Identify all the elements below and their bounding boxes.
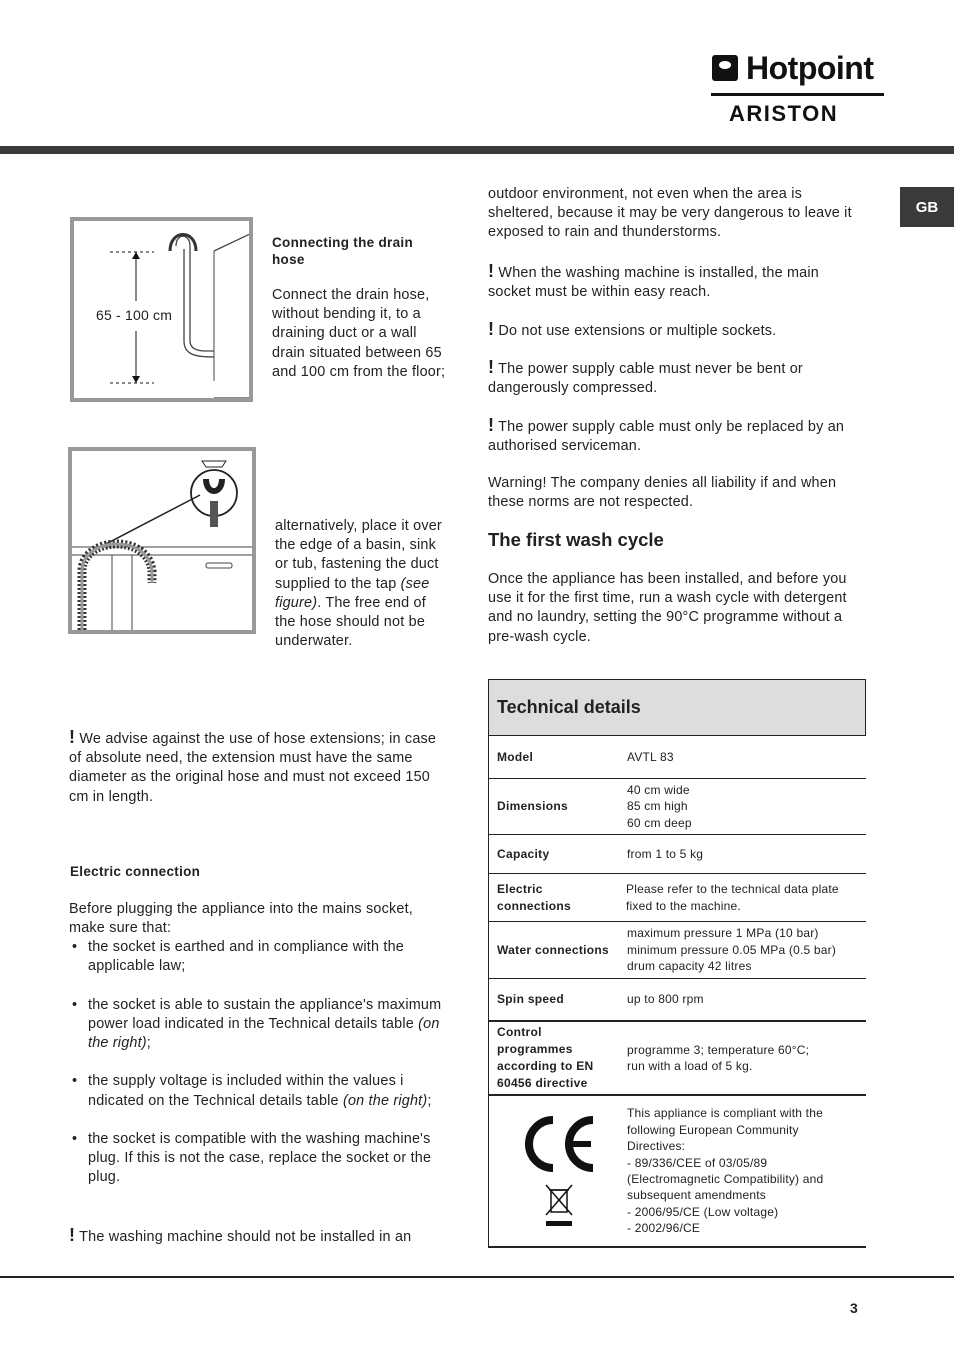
table-row bbox=[489, 921, 866, 978]
ce-mark-icon bbox=[521, 1114, 597, 1174]
first-wash-text: Once the appliance has been installed, and before you use it for the first time, run a wash cycle with detergent and no laundry, setting the 90°C programme without a pre-wash cycle. bbox=[488, 571, 847, 645]
value-line: drum capacity 42 litres bbox=[627, 959, 752, 974]
value-line: (Electromagnetic Compatibility) and bbox=[627, 1172, 824, 1186]
value-line: from 1 to 5 kg bbox=[627, 846, 704, 861]
table-row bbox=[489, 778, 866, 834]
brand-logo-mark bbox=[712, 55, 738, 81]
bullet-text: the socket is compatible with the washing machine's plug. If this is not the case, replace the socket or the plug. bbox=[88, 1130, 432, 1186]
outdoor-warning-text: The washing machine should not be installed in an bbox=[79, 1229, 412, 1245]
value-line: subsequent amendments bbox=[627, 1188, 766, 1203]
electric-intro: Before plugging the appliance into the mains socket, make sure that: bbox=[69, 901, 413, 937]
row-value bbox=[620, 979, 866, 1020]
bullet-text: the supply voltage is included within the values i ndicated on the Technical details table bbox=[88, 1073, 404, 1109]
drain-heading: Connecting the drain hose bbox=[272, 235, 413, 267]
value-line: up to 800 rpm bbox=[627, 992, 704, 1007]
table-row bbox=[489, 873, 866, 921]
drain-text: Connect the drain hose, without bending it, to a draining duct or a wall drain situated between 65 and 100 cm from the floor; bbox=[272, 287, 446, 380]
row-key: Capacity bbox=[497, 846, 550, 861]
row-key: Water connections bbox=[497, 942, 610, 957]
warning-text: When the washing machine is installed, the main socket must be within easy reach. bbox=[488, 265, 819, 301]
list-item bbox=[70, 1072, 448, 1110]
header-bar bbox=[0, 146, 954, 154]
bullet-ref: (on the right) bbox=[342, 1092, 428, 1109]
weee-bin-icon bbox=[544, 1184, 574, 1228]
warning-mark: ! bbox=[69, 1225, 76, 1245]
value-line: This appliance is compliant with the bbox=[627, 1106, 823, 1121]
bullet-text: the socket is earthed and in compliance with the applicable law; bbox=[88, 939, 404, 975]
hose-extension-warning bbox=[69, 728, 447, 807]
alternative-text-main: alternatively, place it over the edge of a basin, sink or tub, fastening the duct supplied to the tap bbox=[275, 518, 442, 592]
warning-cable-replace bbox=[488, 416, 863, 456]
bullet-ref: (on the right) bbox=[88, 1015, 440, 1051]
hose-over-basin-figure bbox=[68, 447, 256, 634]
outdoor-warning-start bbox=[69, 1226, 447, 1247]
value-line: fixed to the machine. bbox=[626, 898, 741, 913]
tech-heading: Technical details bbox=[489, 679, 866, 735]
value-line: run with a load of 5 kg. bbox=[627, 1059, 753, 1073]
warning-text: Do not use extensions or multiple sockets. bbox=[498, 323, 777, 339]
compliance-text bbox=[620, 1096, 866, 1246]
value-line: 40 cm wide bbox=[627, 782, 690, 797]
row-key: Model bbox=[497, 749, 534, 764]
row-value bbox=[620, 736, 866, 778]
table-row bbox=[489, 1094, 866, 1247]
compliance-marks bbox=[489, 1096, 620, 1246]
outdoor-warning-continued: outdoor environment, not even when the area is sheltered, because it may be very dangerous to leave it exposed to rain and thunderstorms. bbox=[488, 186, 852, 241]
row-key: Dimensions bbox=[497, 799, 569, 814]
row-value bbox=[620, 922, 866, 978]
value-line: minimum pressure 0.05 MPa (0.5 bar) bbox=[627, 942, 837, 957]
see-figure-ref: (see figure) bbox=[275, 575, 430, 611]
value-line: - 89/336/CEE of 03/05/89 bbox=[627, 1155, 768, 1170]
electric-checklist bbox=[70, 938, 448, 1207]
hose-extension-text: We advise against the use of hose extensions; in case of absolute need, the extension must have the same diameter as the original hose and must not exceed 150 cm in length. bbox=[69, 731, 437, 805]
height-range-label: 65 - 100 cm bbox=[96, 307, 173, 323]
table-row bbox=[489, 978, 866, 1020]
electric-heading: Electric connection bbox=[70, 864, 201, 879]
value-line: Directives: bbox=[627, 1139, 686, 1154]
warning-socket bbox=[488, 262, 863, 302]
value-line: - 2002/96/CE bbox=[627, 1221, 701, 1236]
value-line: programme 3; temperature 60°C; bbox=[627, 1042, 810, 1057]
row-value bbox=[620, 779, 866, 834]
row-key: Spin speed bbox=[497, 992, 565, 1007]
bullet-tail: ; bbox=[427, 1092, 432, 1109]
warning-extensions bbox=[488, 320, 863, 341]
bullet-tail: ; bbox=[146, 1035, 151, 1051]
value-line: maximum pressure 1 MPa (10 bar) bbox=[627, 926, 819, 941]
table-row bbox=[489, 1020, 866, 1094]
value-line: 85 cm high bbox=[627, 799, 688, 814]
row-value bbox=[620, 835, 866, 873]
warning-mark: ! bbox=[488, 261, 495, 281]
page-number: 3 bbox=[850, 1300, 858, 1316]
technical-details-table bbox=[488, 679, 866, 1248]
row-key: Control programmes according to EN 60456 directive bbox=[497, 1025, 594, 1090]
warning-text: The power supply cable must only be replaced by an authorised serviceman. bbox=[488, 419, 845, 455]
value-line: - 2006/95/CE (Low voltage) bbox=[627, 1204, 779, 1219]
alternative-text-end: . The free end of the hose should not be underwater. bbox=[275, 594, 426, 650]
brand-logo-sub: ARISTON bbox=[729, 101, 839, 126]
bullet-text: the socket is able to sustain the appliance's maximum power load indicated in the Technical details table bbox=[88, 996, 442, 1032]
list-item bbox=[70, 938, 448, 976]
brand-logo-rule bbox=[711, 93, 884, 96]
value-line: Please refer to the technical data plate bbox=[626, 882, 839, 897]
list-item bbox=[70, 1130, 448, 1188]
value-line: following European Community bbox=[627, 1122, 799, 1137]
table-row bbox=[489, 735, 866, 778]
row-value bbox=[619, 874, 866, 921]
list-item bbox=[70, 996, 448, 1054]
hose-basin-diagram bbox=[72, 451, 252, 630]
value-line: 60 cm deep bbox=[627, 815, 692, 830]
row-key: Electric connections bbox=[497, 881, 571, 913]
footer-rule bbox=[0, 1276, 954, 1278]
warning-text: The power supply cable must never be bent or dangerously compressed. bbox=[488, 361, 803, 397]
warning-mark: ! bbox=[488, 415, 495, 435]
warning-cable-bent bbox=[488, 358, 863, 398]
first-wash-heading: The first wash cycle bbox=[488, 529, 664, 550]
alternative-text bbox=[275, 517, 445, 651]
liability-warning: Warning! The company denies all liability if and when these norms are not respected. bbox=[488, 475, 837, 511]
value-line: AVTL 83 bbox=[627, 749, 674, 764]
language-tab: GB bbox=[900, 187, 954, 227]
table-row bbox=[489, 834, 866, 873]
row-value bbox=[620, 1022, 866, 1094]
warning-mark: ! bbox=[488, 357, 495, 377]
warning-mark: ! bbox=[69, 727, 76, 747]
warning-mark: ! bbox=[488, 319, 495, 339]
brand-logo-name: Hotpoint bbox=[746, 50, 874, 86]
